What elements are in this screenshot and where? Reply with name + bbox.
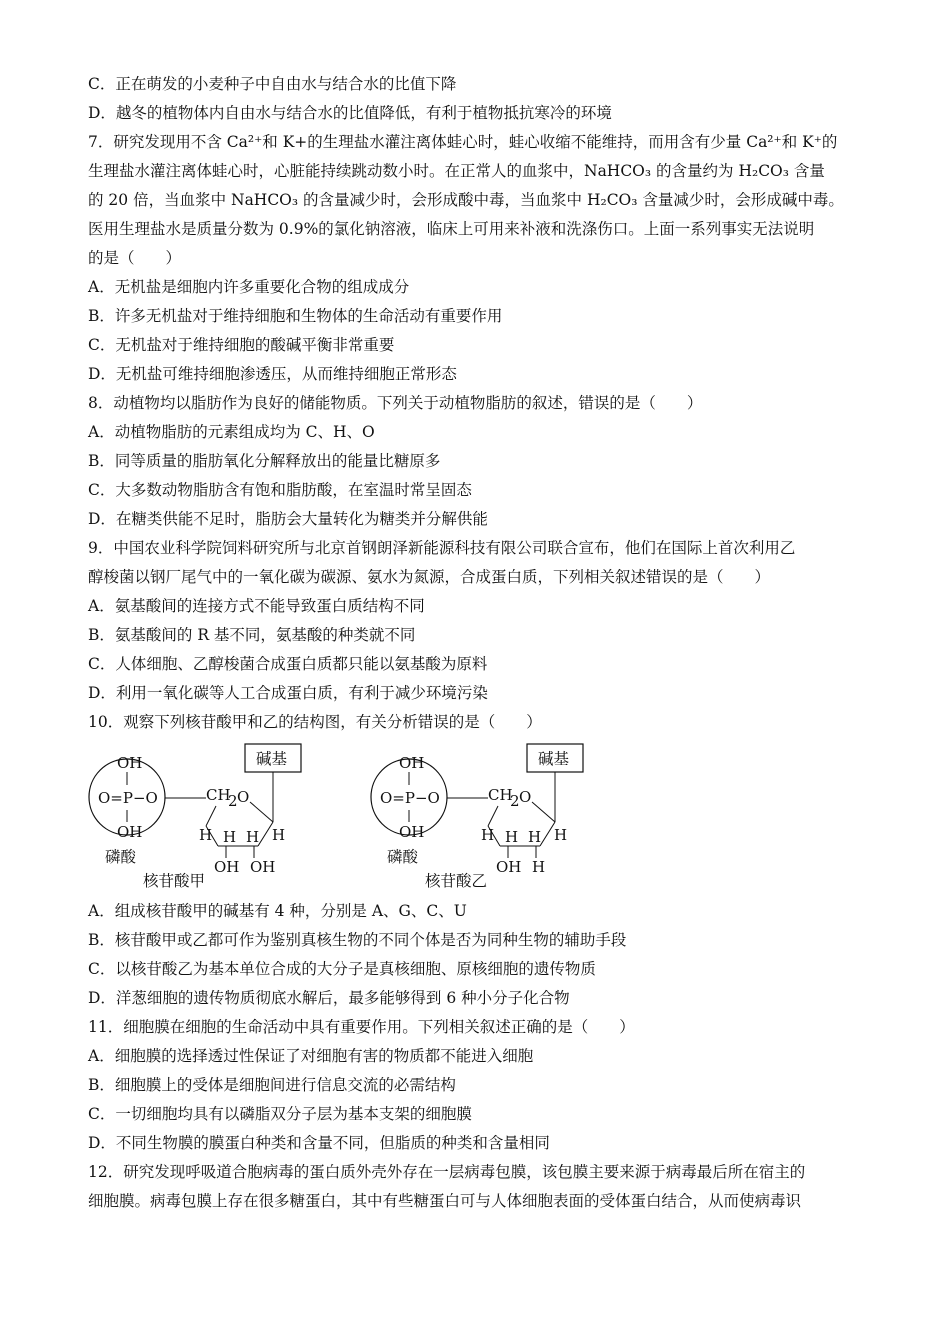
- text-line: C．一切细胞均具有以磷脂双分子层为基本支架的细胞膜: [88, 1105, 472, 1123]
- h-c4: H: [199, 826, 213, 844]
- phosphate-core: O=P−O: [98, 789, 158, 807]
- text-line: A．无机盐是细胞内许多重要化合物的组成成分: [88, 278, 410, 296]
- nucleotide-yi-structure: [370, 740, 600, 890]
- text-line: 的 20 倍，当血浆中 NaHCO₃ 的含量减少时，会形成酸中毒，当血浆中 H₂CO₃ 含量减少时，会形成碱中毒。: [88, 191, 844, 209]
- text-line: A．组成核苷酸甲的碱基有 4 种，分别是 A、G、C、U: [88, 902, 467, 920]
- base-label: 碱基: [256, 750, 288, 768]
- h-c4: H: [481, 826, 495, 844]
- text-line: C．人体细胞、乙醇梭菌合成蛋白质都只能以氨基酸为原料: [88, 655, 488, 673]
- text-line: D．无机盐可维持细胞渗透压，从而维持细胞正常形态: [88, 365, 457, 383]
- text-line: 12．研究发现呼吸道合胞病毒的蛋白质外壳外存在一层病毒包膜，该包膜主要来源于病毒最后所在宿主的: [88, 1163, 806, 1181]
- h-c2-bottom: H: [532, 858, 546, 876]
- question-text-bottom: [88, 897, 878, 1216]
- nucleotide-jia-label: 核苷酸甲: [143, 872, 206, 890]
- phosphate-oh-top: OH: [117, 754, 143, 772]
- text-line: D．利用一氧化碳等人工合成蛋白质，有利于减少环境污染: [88, 684, 488, 702]
- text-line: A．细胞膜的选择透过性保证了对细胞有害的物质都不能进入细胞: [88, 1047, 534, 1065]
- text-line: 10．观察下列核苷酸甲和乙的结构图，有关分析错误的是（ ）: [88, 713, 542, 731]
- ch2-subscript: 2: [228, 792, 238, 810]
- phosphate-oh-top: OH: [399, 754, 425, 772]
- h-c1: H: [272, 826, 286, 844]
- h-c1: H: [554, 826, 568, 844]
- ring-oxygen: O: [237, 788, 250, 806]
- phosphate-oh-bottom: OH: [117, 823, 143, 841]
- text-line: C．无机盐对于维持细胞的酸碱平衡非常重要: [88, 336, 395, 354]
- text-line: 7．研究发现用不含 Ca²⁺和 K+的生理盐水灌注离体蛙心时，蛙心收缩不能维持，而用含有少量 Ca²⁺和 K⁺的: [88, 133, 838, 151]
- nucleotide-jia-structure: [88, 740, 318, 890]
- text-line: C．大多数动物脂肪含有饱和脂肪酸，在室温时常呈固态: [88, 481, 472, 499]
- text-line: 生理盐水灌注离体蛙心时，心脏能持续跳动数小时。在正常人的血浆中，NaHCO₃ 的含量约为 H₂CO₃ 含量: [88, 162, 825, 180]
- nucleotide-diagram: [88, 740, 878, 890]
- question-text-top: [88, 70, 878, 737]
- h-c2: H: [528, 828, 542, 846]
- text-line: D．越冬的植物体内自由水与结合水的比值降低，有利于植物抵抗寒冷的环境: [88, 104, 612, 122]
- text-line: B．细胞膜上的受体是细胞间进行信息交流的必需结构: [88, 1076, 456, 1094]
- text-line: B．许多无机盐对于维持细胞和生物体的生命活动有重要作用: [88, 307, 503, 325]
- h-c2: H: [246, 828, 260, 846]
- ring-oxygen: O: [519, 788, 532, 806]
- text-line: 细胞膜。病毒包膜上存在很多糖蛋白，其中有些糖蛋白可与人体细胞表面的受体蛋白结合，从而使病毒识: [88, 1192, 802, 1210]
- text-line: B．同等质量的脂肪氧化分解释放出的能量比糖原多: [88, 452, 441, 470]
- text-line: B．核苷酸甲或乙都可作为鉴别真核生物的不同个体是否为同种生物的辅助手段: [88, 931, 627, 949]
- ch2-subscript: 2: [510, 792, 520, 810]
- text-line: D．不同生物膜的膜蛋白种类和含量不同，但脂质的种类和含量相同: [88, 1134, 550, 1152]
- phosphate-label: 磷酸: [387, 848, 419, 866]
- text-line: C．以核苷酸乙为基本单位合成的大分子是真核细胞、原核细胞的遗传物质: [88, 960, 596, 978]
- ch2-group: CH: [206, 786, 231, 804]
- text-line: 8．动植物均以脂肪作为良好的储能物质。下列关于动植物脂肪的叙述，错误的是（ ）: [88, 394, 703, 412]
- text-line: 医用生理盐水是质量分数为 0.9%的氯化钠溶液，临床上可用来补液和洗涤伤口。上面一系列事实无法说明: [88, 220, 815, 238]
- text-line: A．动植物脂肪的元素组成均为 C、H、O: [88, 423, 375, 441]
- ch2-group: CH: [488, 786, 513, 804]
- exam-page: [88, 70, 878, 1216]
- phosphate-label: 磷酸: [105, 848, 137, 866]
- text-line: D．洋葱细胞的遗传物质彻底水解后，最多能够得到 6 种小分子化合物: [88, 989, 570, 1007]
- text-line: C．正在萌发的小麦种子中自由水与结合水的比值下降: [88, 75, 457, 93]
- phosphate-core: O=P−O: [380, 789, 440, 807]
- phosphate-oh-bottom: OH: [399, 823, 425, 841]
- h-c3: H: [223, 828, 237, 846]
- text-line: 11．细胞膜在细胞的生命活动中具有重要作用。下列相关叙述正确的是（ ）: [88, 1018, 635, 1036]
- text-line: 醇梭菌以钢厂尾气中的一氧化碳为碳源、氨水为氮源，合成蛋白质，下列相关叙述错误的是（ ）: [88, 568, 771, 586]
- text-line: A．氨基酸间的连接方式不能导致蛋白质结构不同: [88, 597, 425, 615]
- nucleotide-yi-label: 核苷酸乙: [425, 872, 488, 890]
- text-line: D．在糖类供能不足时，脂肪会大量转化为糖类并分解供能: [88, 510, 488, 528]
- text-line: B．氨基酸间的 R 基不同，氨基酸的种类就不同: [88, 626, 416, 644]
- text-line: 9．中国农业科学院饲料研究所与北京首钢朗泽新能源科技有限公司联合宣布，他们在国际上首次利用乙: [88, 539, 796, 557]
- oh-c3: OH: [496, 858, 522, 876]
- base-label: 碱基: [538, 750, 570, 768]
- h-c3: H: [505, 828, 519, 846]
- oh-c3: OH: [214, 858, 240, 876]
- oh-c2: OH: [250, 858, 276, 876]
- text-line: 的是（ ）: [88, 249, 182, 267]
